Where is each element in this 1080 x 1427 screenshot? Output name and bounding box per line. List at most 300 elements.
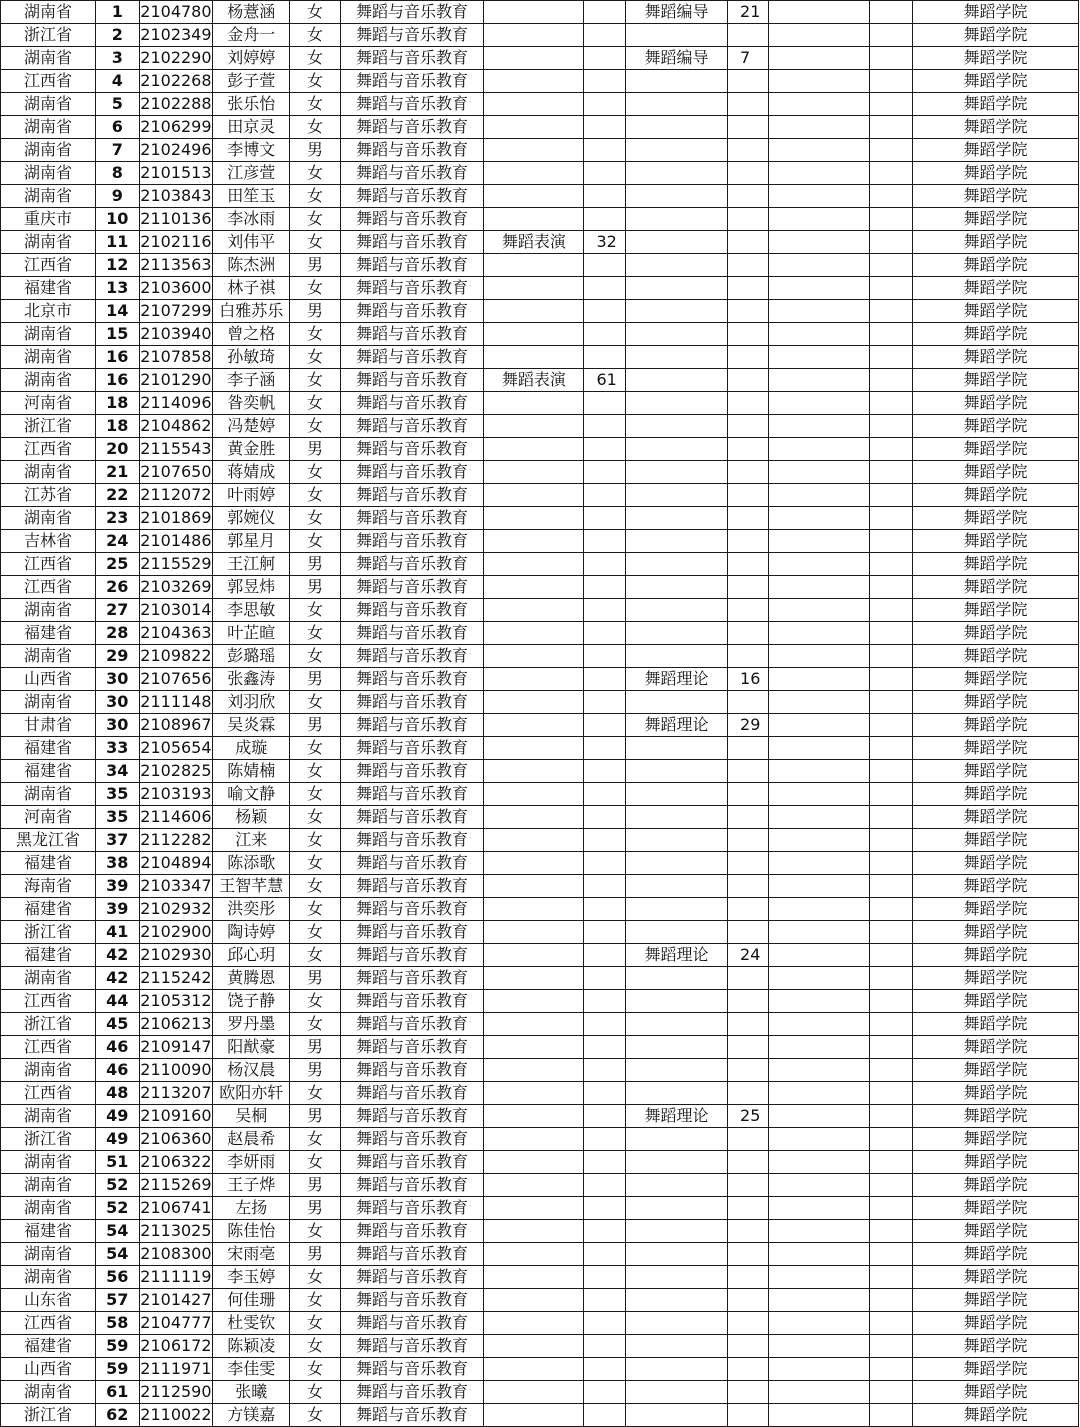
college-cell: 舞蹈学院 (913, 1381, 1079, 1404)
gender-cell: 女 (290, 507, 341, 530)
third-major-rank-cell: 16 (728, 668, 769, 691)
student-name-cell: 曾之格 (213, 323, 290, 346)
exam-number-cell: 2113563 (139, 254, 213, 277)
third-major-cell (625, 852, 727, 875)
major-cell: 舞蹈与音乐教育 (340, 507, 484, 530)
province-cell: 浙江省 (1, 921, 96, 944)
fourth-major-rank-cell (869, 24, 912, 47)
college-cell: 舞蹈学院 (913, 990, 1079, 1013)
second-major-cell (484, 806, 584, 829)
student-name-cell: 方镁嘉 (213, 1404, 290, 1427)
fourth-major-cell (769, 967, 869, 990)
fourth-major-rank-cell (869, 737, 912, 760)
table-row (1, 1266, 1079, 1289)
fourth-major-cell (769, 369, 869, 392)
province-cell: 湖南省 (1, 139, 96, 162)
rank-cell: 14 (96, 300, 139, 323)
student-name-cell: 陈添歌 (213, 852, 290, 875)
exam-number-cell: 2107858 (139, 346, 213, 369)
fourth-major-cell (769, 116, 869, 139)
college-cell: 舞蹈学院 (913, 1013, 1079, 1036)
fourth-major-cell (769, 1381, 869, 1404)
third-major-rank-cell (728, 1013, 769, 1036)
second-major-cell (484, 1266, 584, 1289)
second-major-cell (484, 1, 584, 24)
student-name-cell: 洪奕彤 (213, 898, 290, 921)
rank-cell: 25 (96, 553, 139, 576)
major-cell: 舞蹈与音乐教育 (340, 852, 484, 875)
student-name-cell: 杨薏涵 (213, 1, 290, 24)
province-cell: 湖南省 (1, 1266, 96, 1289)
second-major-rank-cell (584, 1312, 625, 1335)
second-major-rank-cell: 32 (584, 231, 625, 254)
fourth-major-rank-cell (869, 254, 912, 277)
exam-number-cell: 2103843 (139, 185, 213, 208)
student-name-cell: 冯楚婷 (213, 415, 290, 438)
fourth-major-rank-cell (869, 553, 912, 576)
rank-cell: 35 (96, 806, 139, 829)
fourth-major-rank-cell (869, 576, 912, 599)
college-cell: 舞蹈学院 (913, 875, 1079, 898)
student-name-cell: 陶诗婷 (213, 921, 290, 944)
third-major-rank-cell (728, 185, 769, 208)
exam-number-cell: 2101513 (139, 162, 213, 185)
province-cell: 山西省 (1, 668, 96, 691)
fourth-major-cell (769, 1358, 869, 1381)
gender-cell: 男 (290, 254, 341, 277)
exam-number-cell: 2113207 (139, 1082, 213, 1105)
third-major-cell (625, 1013, 727, 1036)
second-major-cell (484, 1197, 584, 1220)
exam-number-cell: 2112282 (139, 829, 213, 852)
fourth-major-rank-cell (869, 277, 912, 300)
exam-number-cell: 2102930 (139, 944, 213, 967)
gender-cell: 女 (290, 70, 341, 93)
exam-number-cell: 2111971 (139, 1358, 213, 1381)
second-major-cell (484, 668, 584, 691)
college-cell: 舞蹈学院 (913, 1404, 1079, 1427)
table-row (1, 691, 1079, 714)
third-major-rank-cell (728, 1381, 769, 1404)
student-name-cell: 宋雨亳 (213, 1243, 290, 1266)
exam-number-cell: 2106322 (139, 1151, 213, 1174)
rank-cell: 5 (96, 93, 139, 116)
third-major-rank-cell (728, 760, 769, 783)
exam-number-cell: 2110090 (139, 1059, 213, 1082)
second-major-cell (484, 1128, 584, 1151)
third-major-cell: 舞蹈理论 (625, 1105, 727, 1128)
student-name-cell: 成璇 (213, 737, 290, 760)
province-cell: 江西省 (1, 1312, 96, 1335)
gender-cell: 男 (290, 1197, 341, 1220)
third-major-cell (625, 1358, 727, 1381)
third-major-cell (625, 1059, 727, 1082)
third-major-cell (625, 24, 727, 47)
college-cell: 舞蹈学院 (913, 1358, 1079, 1381)
exam-number-cell: 2107650 (139, 461, 213, 484)
college-cell: 舞蹈学院 (913, 921, 1079, 944)
rank-cell: 27 (96, 599, 139, 622)
college-cell: 舞蹈学院 (913, 1174, 1079, 1197)
second-major-rank-cell (584, 875, 625, 898)
fourth-major-rank-cell (869, 1404, 912, 1427)
table-row (1, 116, 1079, 139)
second-major-cell (484, 1335, 584, 1358)
college-cell: 舞蹈学院 (913, 530, 1079, 553)
second-major-rank-cell (584, 714, 625, 737)
exam-number-cell: 2106360 (139, 1128, 213, 1151)
fourth-major-cell (769, 1312, 869, 1335)
college-cell: 舞蹈学院 (913, 323, 1079, 346)
fourth-major-rank-cell (869, 1358, 912, 1381)
third-major-rank-cell (728, 139, 769, 162)
exam-number-cell: 2115543 (139, 438, 213, 461)
province-cell: 江西省 (1, 254, 96, 277)
third-major-cell (625, 208, 727, 231)
third-major-rank-cell (728, 1082, 769, 1105)
fourth-major-rank-cell (869, 691, 912, 714)
college-cell: 舞蹈学院 (913, 208, 1079, 231)
college-cell: 舞蹈学院 (913, 852, 1079, 875)
table-row (1, 185, 1079, 208)
fourth-major-rank-cell (869, 645, 912, 668)
rank-cell: 56 (96, 1266, 139, 1289)
gender-cell: 女 (290, 1151, 341, 1174)
fourth-major-rank-cell (869, 1105, 912, 1128)
second-major-rank-cell (584, 737, 625, 760)
table-row (1, 1381, 1079, 1404)
gender-cell: 女 (290, 1, 341, 24)
rank-cell: 39 (96, 875, 139, 898)
exam-number-cell: 2113025 (139, 1220, 213, 1243)
province-cell: 湖南省 (1, 783, 96, 806)
major-cell: 舞蹈与音乐教育 (340, 1059, 484, 1082)
third-major-cell (625, 1174, 727, 1197)
student-name-cell: 左扬 (213, 1197, 290, 1220)
table-row (1, 1243, 1079, 1266)
table-row (1, 346, 1079, 369)
fourth-major-rank-cell (869, 415, 912, 438)
table-row (1, 323, 1079, 346)
exam-number-cell: 2106213 (139, 1013, 213, 1036)
gender-cell: 女 (290, 346, 341, 369)
rank-cell: 24 (96, 530, 139, 553)
major-cell: 舞蹈与音乐教育 (340, 1335, 484, 1358)
exam-number-cell: 2104862 (139, 415, 213, 438)
third-major-rank-cell (728, 116, 769, 139)
province-cell: 江西省 (1, 70, 96, 93)
third-major-cell (625, 622, 727, 645)
exam-number-cell: 2114096 (139, 392, 213, 415)
rank-cell: 8 (96, 162, 139, 185)
table-row (1, 760, 1079, 783)
fourth-major-rank-cell (869, 162, 912, 185)
fourth-major-cell (769, 47, 869, 70)
fourth-major-rank-cell (869, 806, 912, 829)
rank-cell: 62 (96, 1404, 139, 1427)
student-name-cell: 何佳珊 (213, 1289, 290, 1312)
fourth-major-rank-cell (869, 921, 912, 944)
exam-number-cell: 2109822 (139, 645, 213, 668)
table-row (1, 1335, 1079, 1358)
table-row (1, 645, 1079, 668)
province-cell: 重庆市 (1, 208, 96, 231)
exam-number-cell: 2111148 (139, 691, 213, 714)
college-cell: 舞蹈学院 (913, 116, 1079, 139)
province-cell: 江西省 (1, 990, 96, 1013)
gender-cell: 女 (290, 277, 341, 300)
third-major-cell (625, 1151, 727, 1174)
province-cell: 黑龙江省 (1, 829, 96, 852)
rank-cell: 4 (96, 70, 139, 93)
second-major-rank-cell (584, 691, 625, 714)
major-cell: 舞蹈与音乐教育 (340, 691, 484, 714)
gender-cell: 女 (290, 829, 341, 852)
fourth-major-cell (769, 1059, 869, 1082)
third-major-cell (625, 1381, 727, 1404)
province-cell: 河南省 (1, 392, 96, 415)
third-major-rank-cell (728, 208, 769, 231)
second-major-cell (484, 1289, 584, 1312)
major-cell: 舞蹈与音乐教育 (340, 1358, 484, 1381)
fourth-major-rank-cell (869, 530, 912, 553)
second-major-cell (484, 323, 584, 346)
major-cell: 舞蹈与音乐教育 (340, 1243, 484, 1266)
second-major-rank-cell (584, 1381, 625, 1404)
fourth-major-rank-cell (869, 990, 912, 1013)
exam-number-cell: 2107656 (139, 668, 213, 691)
college-cell: 舞蹈学院 (913, 1036, 1079, 1059)
fourth-major-cell (769, 829, 869, 852)
fourth-major-cell (769, 1013, 869, 1036)
province-cell: 湖南省 (1, 1197, 96, 1220)
rank-cell: 57 (96, 1289, 139, 1312)
major-cell: 舞蹈与音乐教育 (340, 162, 484, 185)
student-name-cell: 张鑫涛 (213, 668, 290, 691)
table-row (1, 783, 1079, 806)
exam-number-cell: 2103193 (139, 783, 213, 806)
province-cell: 江西省 (1, 553, 96, 576)
rank-cell: 58 (96, 1312, 139, 1335)
exam-number-cell: 2103940 (139, 323, 213, 346)
second-major-cell (484, 1358, 584, 1381)
third-major-rank-cell (728, 691, 769, 714)
exam-number-cell: 2104894 (139, 852, 213, 875)
third-major-cell (625, 691, 727, 714)
third-major-cell (625, 300, 727, 323)
fourth-major-cell (769, 507, 869, 530)
major-cell: 舞蹈与音乐教育 (340, 1151, 484, 1174)
fourth-major-rank-cell (869, 392, 912, 415)
third-major-rank-cell (728, 1358, 769, 1381)
second-major-rank-cell (584, 415, 625, 438)
table-row (1, 668, 1079, 691)
exam-number-cell: 2112072 (139, 484, 213, 507)
major-cell: 舞蹈与音乐教育 (340, 24, 484, 47)
second-major-cell (484, 737, 584, 760)
rank-cell: 11 (96, 231, 139, 254)
third-major-rank-cell (728, 783, 769, 806)
rank-cell: 10 (96, 208, 139, 231)
second-major-cell (484, 254, 584, 277)
exam-number-cell: 2102290 (139, 47, 213, 70)
fourth-major-cell (769, 24, 869, 47)
third-major-rank-cell (728, 300, 769, 323)
second-major-cell (484, 1312, 584, 1335)
fourth-major-cell (769, 1174, 869, 1197)
second-major-cell (484, 1220, 584, 1243)
third-major-cell (625, 760, 727, 783)
third-major-cell (625, 783, 727, 806)
third-major-cell (625, 599, 727, 622)
second-major-rank-cell (584, 1289, 625, 1312)
second-major-cell (484, 599, 584, 622)
second-major-cell (484, 300, 584, 323)
second-major-rank-cell (584, 70, 625, 93)
table-row (1, 530, 1079, 553)
table-row (1, 622, 1079, 645)
major-cell: 舞蹈与音乐教育 (340, 116, 484, 139)
fourth-major-cell (769, 944, 869, 967)
fourth-major-rank-cell (869, 599, 912, 622)
major-cell: 舞蹈与音乐教育 (340, 668, 484, 691)
student-name-cell: 郭星月 (213, 530, 290, 553)
rank-cell: 45 (96, 1013, 139, 1036)
rank-cell: 39 (96, 898, 139, 921)
fourth-major-rank-cell (869, 1059, 912, 1082)
second-major-rank-cell (584, 346, 625, 369)
college-cell: 舞蹈学院 (913, 967, 1079, 990)
major-cell: 舞蹈与音乐教育 (340, 760, 484, 783)
student-name-cell: 郭昱炜 (213, 576, 290, 599)
third-major-rank-cell (728, 852, 769, 875)
third-major-cell (625, 70, 727, 93)
gender-cell: 女 (290, 1220, 341, 1243)
major-cell: 舞蹈与音乐教育 (340, 1220, 484, 1243)
table-row (1, 875, 1079, 898)
college-cell: 舞蹈学院 (913, 507, 1079, 530)
fourth-major-cell (769, 553, 869, 576)
second-major-rank-cell: 61 (584, 369, 625, 392)
table-row (1, 208, 1079, 231)
province-cell: 福建省 (1, 852, 96, 875)
second-major-rank-cell (584, 93, 625, 116)
college-cell: 舞蹈学院 (913, 898, 1079, 921)
rank-cell: 9 (96, 185, 139, 208)
fourth-major-rank-cell (869, 668, 912, 691)
second-major-rank-cell (584, 208, 625, 231)
college-cell: 舞蹈学院 (913, 1, 1079, 24)
major-cell: 舞蹈与音乐教育 (340, 208, 484, 231)
student-name-cell: 江来 (213, 829, 290, 852)
fourth-major-rank-cell (869, 1013, 912, 1036)
table-row (1, 438, 1079, 461)
college-cell: 舞蹈学院 (913, 277, 1079, 300)
exam-number-cell: 2102116 (139, 231, 213, 254)
second-major-cell (484, 93, 584, 116)
student-name-cell: 林子祺 (213, 277, 290, 300)
province-cell: 湖南省 (1, 1381, 96, 1404)
second-major-rank-cell (584, 1105, 625, 1128)
third-major-cell (625, 507, 727, 530)
second-major-cell (484, 967, 584, 990)
rank-cell: 28 (96, 622, 139, 645)
gender-cell: 女 (290, 921, 341, 944)
second-major-rank-cell (584, 116, 625, 139)
student-name-cell: 白雅苏乐 (213, 300, 290, 323)
fourth-major-rank-cell (869, 185, 912, 208)
exam-number-cell: 2106741 (139, 1197, 213, 1220)
table-row (1, 576, 1079, 599)
exam-number-cell: 2102932 (139, 898, 213, 921)
college-cell: 舞蹈学院 (913, 1312, 1079, 1335)
major-cell: 舞蹈与音乐教育 (340, 737, 484, 760)
province-cell: 湖南省 (1, 162, 96, 185)
third-major-rank-cell (728, 70, 769, 93)
province-cell: 福建省 (1, 944, 96, 967)
major-cell: 舞蹈与音乐教育 (340, 576, 484, 599)
third-major-rank-cell (728, 1220, 769, 1243)
rank-cell: 21 (96, 461, 139, 484)
fourth-major-cell (769, 921, 869, 944)
fourth-major-cell (769, 392, 869, 415)
province-cell: 湖南省 (1, 185, 96, 208)
table-row (1, 1289, 1079, 1312)
table-row (1, 1082, 1079, 1105)
exam-number-cell: 2103600 (139, 277, 213, 300)
exam-number-cell: 2115529 (139, 553, 213, 576)
student-name-cell: 李玉婷 (213, 1266, 290, 1289)
gender-cell: 女 (290, 1128, 341, 1151)
gender-cell: 男 (290, 1036, 341, 1059)
rank-cell: 12 (96, 254, 139, 277)
rank-cell: 16 (96, 346, 139, 369)
major-cell: 舞蹈与音乐教育 (340, 553, 484, 576)
major-cell: 舞蹈与音乐教育 (340, 530, 484, 553)
college-cell: 舞蹈学院 (913, 70, 1079, 93)
gender-cell: 女 (290, 645, 341, 668)
fourth-major-cell (769, 875, 869, 898)
fourth-major-cell (769, 185, 869, 208)
gender-cell: 女 (290, 622, 341, 645)
fourth-major-rank-cell (869, 139, 912, 162)
gender-cell: 女 (290, 1013, 341, 1036)
province-cell: 福建省 (1, 1220, 96, 1243)
province-cell: 湖南省 (1, 645, 96, 668)
third-major-rank-cell: 29 (728, 714, 769, 737)
province-cell: 湖南省 (1, 346, 96, 369)
second-major-cell (484, 898, 584, 921)
third-major-rank-cell (728, 1174, 769, 1197)
college-cell: 舞蹈学院 (913, 1220, 1079, 1243)
exam-number-cell: 2108300 (139, 1243, 213, 1266)
table-row (1, 162, 1079, 185)
gender-cell: 女 (290, 1266, 341, 1289)
third-major-cell (625, 231, 727, 254)
gender-cell: 男 (290, 139, 341, 162)
province-cell: 江西省 (1, 576, 96, 599)
fourth-major-cell (769, 576, 869, 599)
province-cell: 湖南省 (1, 1243, 96, 1266)
student-name-cell: 李佳雯 (213, 1358, 290, 1381)
exam-number-cell: 2103347 (139, 875, 213, 898)
second-major-cell (484, 1404, 584, 1427)
major-cell: 舞蹈与音乐教育 (340, 346, 484, 369)
third-major-rank-cell (728, 1289, 769, 1312)
major-cell: 舞蹈与音乐教育 (340, 461, 484, 484)
second-major-rank-cell (584, 944, 625, 967)
third-major-cell: 舞蹈编导 (625, 47, 727, 70)
